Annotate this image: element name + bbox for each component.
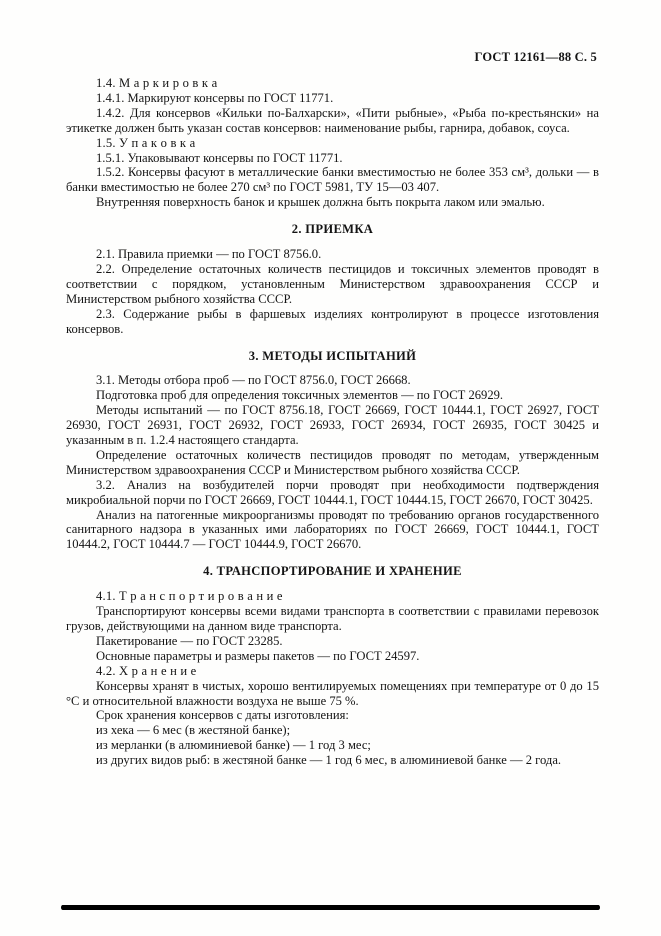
- page-header: ГОСТ 12161—88 С. 5: [474, 50, 597, 64]
- paragraph: Внутренняя поверхность банок и крышек должна быть покрыта лаком или эмалью.: [96, 195, 545, 210]
- paragraph: Определение остаточных количеств пестицидов проводят по методам, утвержденным Министерством здравоохранения СССР и Министерством рыбного хозяйства СССР.: [66, 447, 599, 477]
- paragraph: Срок хранения консервов с даты изготовления:: [96, 708, 349, 723]
- paragraph: Основные параметры и размеры пакетов — по ГОСТ 24597.: [96, 648, 420, 663]
- paragraph: 1.4.2. Для консервов «Кильки по-Балхарски», «Пити рыбные», «Рыба по-крестьянски» на этикетке должен быть указан состав консервов: наименование рыбы, гарнира, добавок, соуса.: [66, 105, 599, 135]
- paragraph: 3.1. Методы отбора проб — по ГОСТ 8756.0, ГОСТ 26668.: [96, 373, 411, 388]
- paragraph: из других видов рыб: в жестяной банке — 1 год 6 мес, в алюминиевой банке — 2 года.: [96, 753, 562, 768]
- paragraph: 2.1. Правила приемки — по ГОСТ 8756.0.: [96, 247, 322, 262]
- subsection-title: 4.1. Т р а н с п о р т и р о в а н и е: [96, 589, 283, 604]
- paragraph: Подготовка проб для определения токсичных элементов — по ГОСТ 26929.: [96, 388, 504, 403]
- paragraph: 2.3. Содержание рыбы в фаршевых изделиях контролируют в процессе изготовления консервов.: [66, 306, 599, 336]
- paragraph: 1.4.1. Маркируют консервы по ГОСТ 11771.: [96, 90, 334, 105]
- paragraph: Методы испытаний — по ГОСТ 8756.18, ГОСТ 26669, ГОСТ 10444.1, ГОСТ 26927, ГОСТ 26930, ГОСТ 26931, ГОСТ 26932, ГОСТ 26933, ГОСТ 26934, ГОСТ 26935, ГОСТ 30425 и указанным в п. 1.2.4 настоящего стандарта.: [66, 403, 599, 448]
- subsection-title: 4.2. Х р а н е н и е: [96, 663, 197, 678]
- paragraph: 1.5.1. Упаковывают консервы по ГОСТ 11771.: [96, 150, 343, 165]
- section-heading: 2. ПРИЕМКА: [291, 222, 374, 237]
- paragraph: Консервы хранят в чистых, хорошо вентилируемых помещениях при температуре от 0 до 15 °С и относительной влажности воздуха не выше 75 %.: [66, 678, 599, 708]
- paragraph: 3.2. Анализ на возбудителей порчи проводят при необходимости подтверждения микробиальной порчи по ГОСТ 26669, ГОСТ 10444.1, ГОСТ 10444.15, ГОСТ 26670, ГОСТ 30425.: [66, 477, 599, 507]
- paragraph: 2.2. Определение остаточных количеств пестицидов и токсичных элементов проводят в соответствии с порядком, установленным Министерством здравоохранения СССР и Министерством рыбного хозяйства СССР.: [66, 261, 599, 306]
- paragraph: 1.5.2. Консервы фасуют в металлические банки вместимостью не более 353 см³, дольки — в банки вместимостью не более 270 см³ по ГОСТ 5981, ТУ 15—03 407.: [66, 165, 599, 195]
- section-heading: 3. МЕТОДЫ ИСПЫТАНИЙ: [248, 348, 417, 363]
- page-bottom-rule: [61, 905, 600, 910]
- paragraph: Транспортируют консервы всеми видами транспорта в соответствии с правилами перевозок грузов, действующими на данном виде транспорта.: [66, 604, 599, 633]
- section-heading: 4. ТРАНСПОРТИРОВАНИЕ И ХРАНЕНИЕ: [203, 564, 462, 579]
- paragraph: из мерланки (в алюминиевой банке) — 1 год 3 мес;: [96, 738, 371, 753]
- subsection-title: 1.5. У п а к о в к а: [96, 135, 196, 150]
- paragraph: Анализ на патогенные микроорганизмы проводят по требованию органов государственного санитарного надзора в указанных ими лабораториях по ГОСТ 26669, ГОСТ 10444.1, ГОСТ 10444.2, ГОСТ 10444.7 — ГОСТ 10444.9, ГОСТ 26670.: [66, 507, 599, 552]
- page-body: [66, 76, 599, 768]
- subsection-title: 1.4. М а р к и р о в к а: [96, 76, 218, 90]
- paragraph: из хека — 6 мес (в жестяной банке);: [96, 723, 291, 738]
- paragraph: Пакетирование — по ГОСТ 23285.: [96, 633, 283, 648]
